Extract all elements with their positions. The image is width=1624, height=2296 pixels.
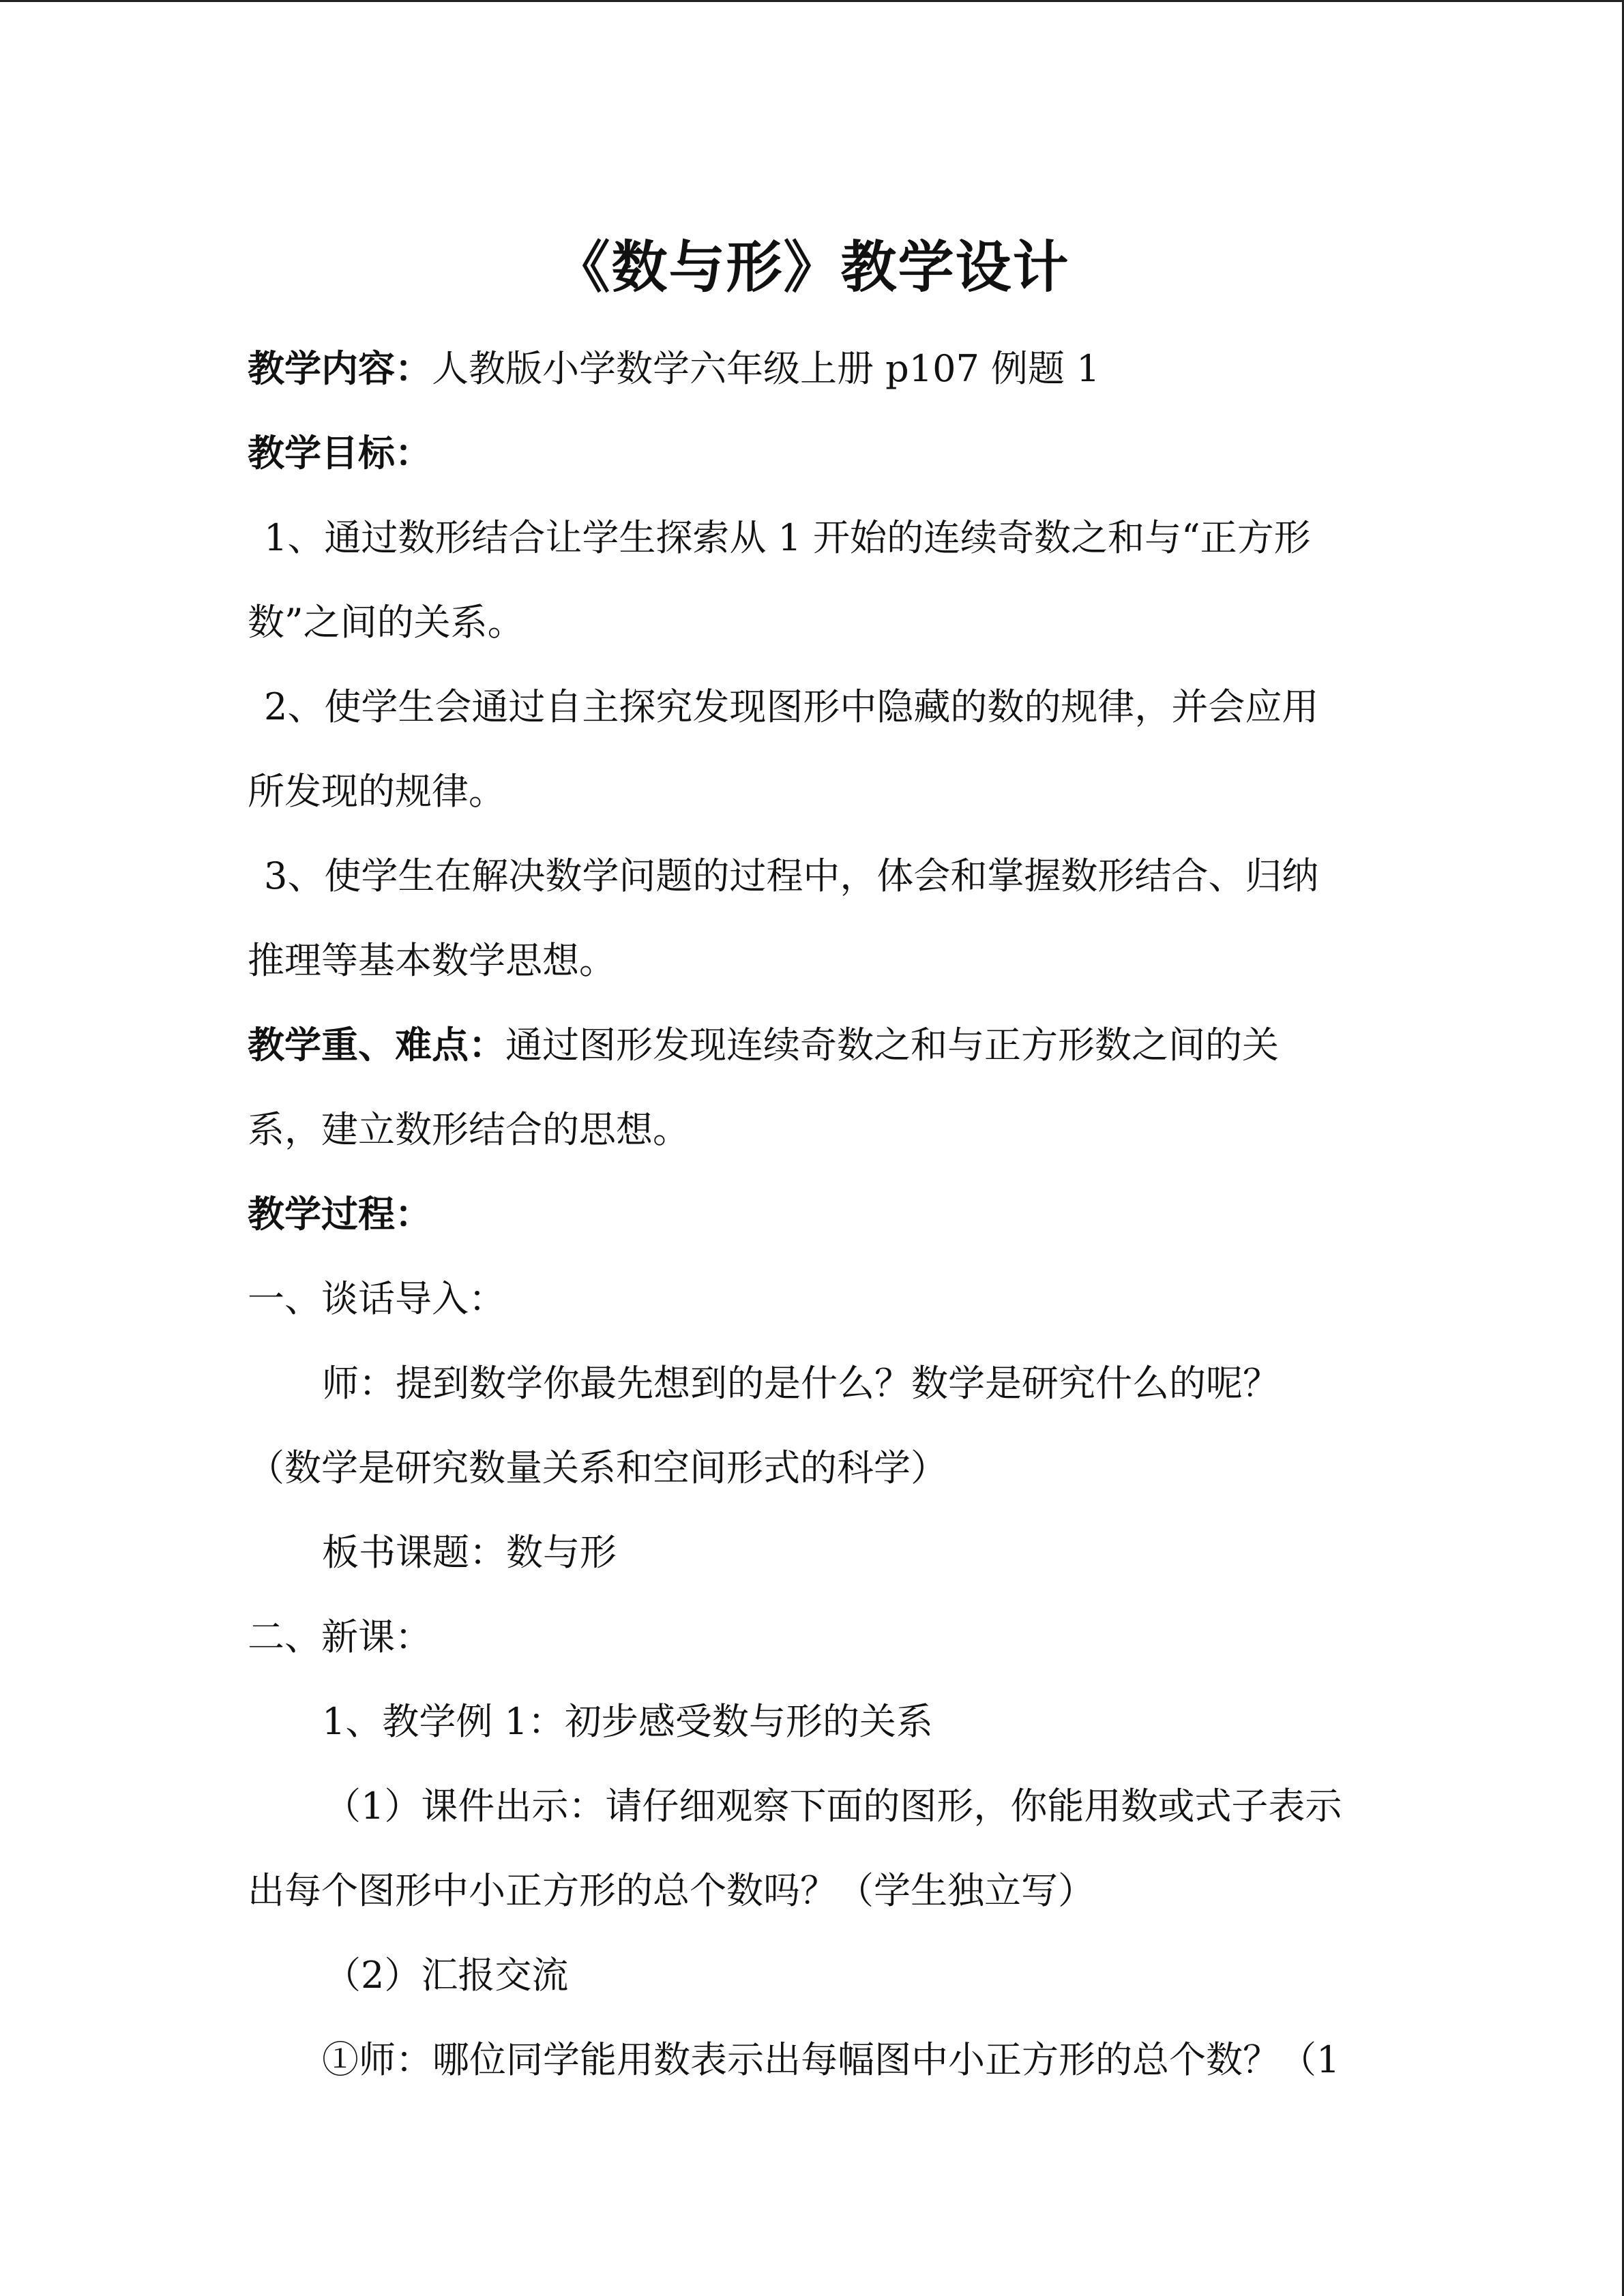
keypoints-label: 教学重、难点：	[248, 1024, 505, 1067]
step-2: （2）汇报交流	[324, 1954, 569, 1997]
content-line	[248, 342, 1100, 396]
step-1-line-1: （1）课件出示：请仔细观察下面的图形，你能用数或式子表示	[324, 1785, 1342, 1828]
goals-heading: 教学目标：	[248, 432, 432, 475]
section-2-heading: 二、新课：	[248, 1615, 432, 1658]
content-value: 人教版小学数学六年级上册 p107 例题 1	[432, 347, 1100, 390]
board-title: 板书课题：数与形	[322, 1531, 617, 1574]
keypoints-line-2: 系，建立数形结合的思想。	[248, 1108, 690, 1151]
goal-2-line-1: 2、使学生会通过自主探究发现图形中隐藏的数的规律，并会应用	[264, 685, 1319, 728]
content-label: 教学内容：	[248, 347, 432, 390]
example-1: 1、教学例 1：初步感受数与形的关系	[322, 1700, 933, 1743]
goal-3-line-2: 推理等基本数学思想。	[248, 939, 616, 982]
keypoints-line-1	[248, 1018, 1279, 1073]
goal-3-line-1: 3、使学生在解决数学问题的过程中，体会和掌握数形结合、归纳	[264, 854, 1319, 897]
step-1-line-2: 出每个图形中小正方形的总个数吗？（学生独立写）	[248, 1869, 1095, 1912]
answer-1: （数学是研究数量关系和空间形式的科学）	[248, 1446, 947, 1489]
goal-2-line-2: 所发现的规律。	[248, 770, 505, 813]
teacher-question-2: ①师：哪位同学能用数表示出每幅图中小正方形的总个数？（1	[322, 2038, 1340, 2081]
document-title: 《数与形》教学设计	[554, 235, 1070, 300]
goal-1-line-2: 数”之间的关系。	[248, 601, 525, 644]
goal-1-line-1: 1、通过数形结合让学生探索从 1 开始的连续奇数之和与“正方形	[264, 516, 1311, 559]
section-1-heading: 一、谈话导入：	[248, 1277, 505, 1320]
keypoints-text: 通过图形发现连续奇数之和与正方形数之间的关	[505, 1024, 1279, 1067]
process-heading: 教学过程：	[248, 1193, 432, 1236]
teacher-question-1: 师：提到数学你最先想到的是什么？数学是研究什么的呢？	[322, 1362, 1280, 1405]
